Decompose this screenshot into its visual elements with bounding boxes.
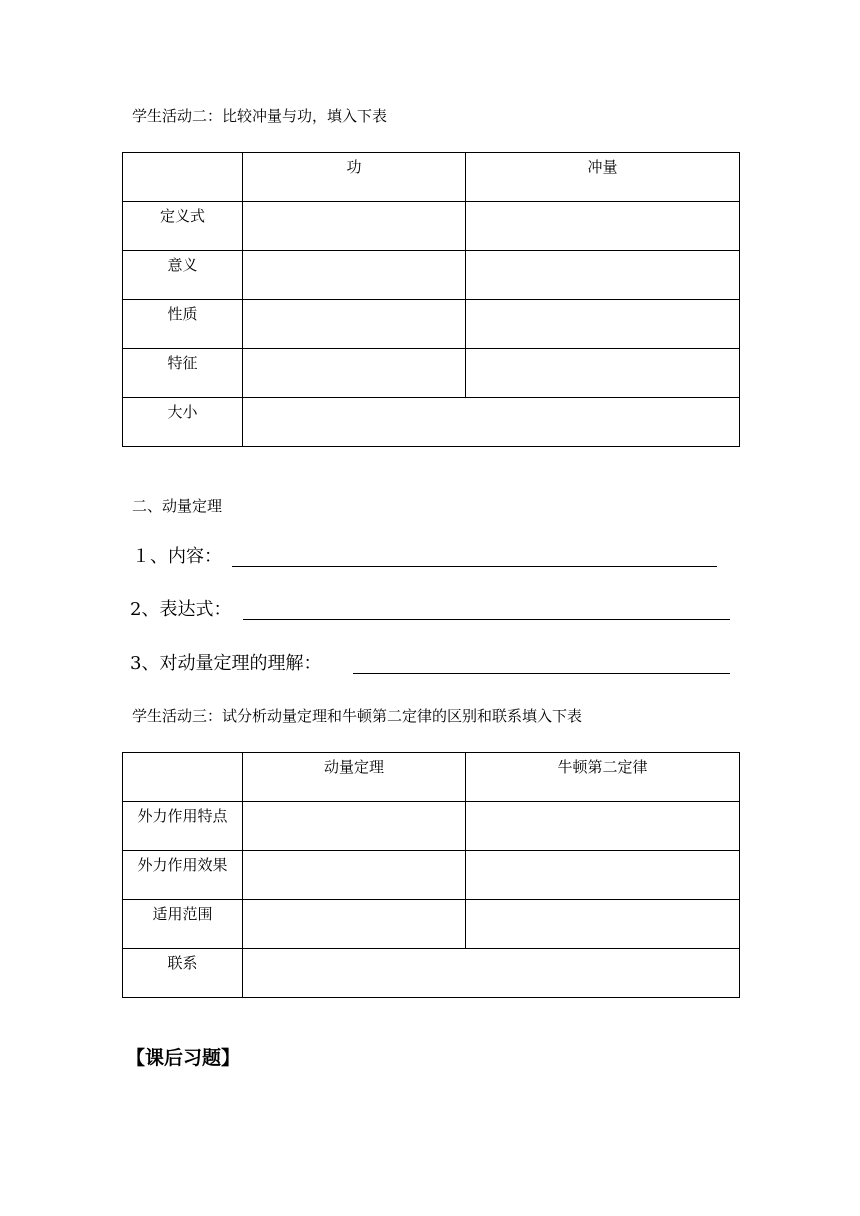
- row-label: 外力作用特点: [123, 802, 243, 851]
- blank-cell: [243, 251, 466, 300]
- row-label: 适用范围: [123, 900, 243, 949]
- table-row: [123, 900, 740, 949]
- row-label: 外力作用效果: [123, 851, 243, 900]
- row-label: 联系: [123, 949, 243, 998]
- blank-cell: [466, 851, 740, 900]
- blank-cell: [466, 251, 740, 300]
- table-row: [123, 300, 740, 349]
- blank-cell: [466, 900, 740, 949]
- row-label: 特征: [123, 349, 243, 398]
- table-row: [123, 802, 740, 851]
- blank-cell: [466, 300, 740, 349]
- blank-cell: [243, 300, 466, 349]
- row-label: 大小: [123, 398, 243, 447]
- row-label: 意义: [123, 251, 243, 300]
- table-row: [123, 949, 740, 998]
- blank-cell: [243, 802, 466, 851]
- table-header-cell: 冲量: [466, 153, 740, 202]
- answer-line: [353, 673, 730, 674]
- table-header-cell: 功: [243, 153, 466, 202]
- blank-cell-merged: [243, 398, 740, 447]
- row-label: 性质: [123, 300, 243, 349]
- table-header-cell: [123, 753, 243, 802]
- section-title: 二、动量定理: [132, 497, 223, 515]
- answer-line: [243, 619, 730, 620]
- table-header-row: [123, 153, 740, 202]
- table-header-cell: 动量定理: [243, 753, 466, 802]
- item-expression-label: 2、表达式：: [130, 599, 232, 620]
- table-row: [123, 202, 740, 251]
- blank-cell: [466, 349, 740, 398]
- item-understanding-label: 3、对动量定理的理解：: [130, 653, 322, 674]
- blank-cell: [466, 202, 740, 251]
- table-row: [123, 251, 740, 300]
- activity2-title: 学生活动二：比较冲量与功，填入下表: [132, 107, 388, 125]
- comparison-table-work-impulse: [122, 152, 740, 447]
- comparison-table-momentum-newton: [122, 752, 740, 998]
- blank-cell: [243, 851, 466, 900]
- blank-cell: [243, 349, 466, 398]
- blank-cell: [466, 802, 740, 851]
- table-row: [123, 349, 740, 398]
- blank-cell: [243, 202, 466, 251]
- item-content-label: １、内容：: [132, 546, 222, 567]
- blank-cell-merged: [243, 949, 740, 998]
- table-header-row: [123, 753, 740, 802]
- homework-heading: 【课后习题】: [126, 1047, 241, 1069]
- table-row: [123, 851, 740, 900]
- table-header-cell: 牛顿第二定律: [466, 753, 740, 802]
- table-header-cell: [123, 153, 243, 202]
- blank-cell: [243, 900, 466, 949]
- table-row: [123, 398, 740, 447]
- row-label: 定义式: [123, 202, 243, 251]
- activity3-title: 学生活动三：试分析动量定理和牛顿第二定律的区别和联系填入下表: [132, 707, 583, 725]
- answer-line: [232, 566, 717, 567]
